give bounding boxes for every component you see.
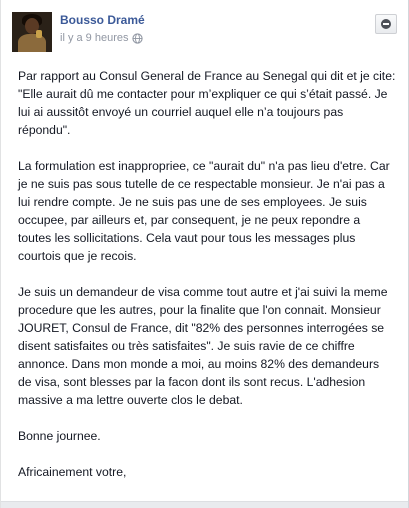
post-paragraph: Je suis un demandeur de visa comme tout autre et j'ai suivi la meme procedure que les autres, pour la finalite que l'on connait. Monsieur JOURET, Consul de France, dit "82% des personnes interrogées se disent satisfaites ou très satisfaites". Je suis ravie de ce chiffre annonce. Dans mon monde a moi, au moins 82% des demandeurs de visa, sont blesses par la facon dont ils sont recus. L'adhesion massive a ma lettre ouverte clos le debat. (18, 285, 388, 407)
post-timestamp[interactable]: il y a 9 heures (60, 32, 129, 44)
globe-icon[interactable] (132, 33, 143, 44)
post-paragraph: Bonne journee. (18, 429, 101, 443)
author-name[interactable]: Bousso Dramé (60, 13, 145, 27)
author-avatar[interactable] (12, 12, 52, 52)
minus-circle-icon (381, 19, 391, 29)
post-paragraph: Par rapport au Consul General de France au Senegal qui dit et je cite: "Elle aurait dû me contacter pour m’expliquer ce qui s’était passé. Je lui ai aussitôt envoyé un courriel auquel elle n’a toujours pas répondu". (18, 69, 396, 137)
post-footer-divider (1, 501, 408, 508)
post-paragraph: Africainement votre, (18, 465, 127, 479)
post-body (18, 67, 396, 499)
post-options-button[interactable] (375, 14, 397, 34)
post-meta (60, 32, 143, 44)
post-header (12, 12, 397, 52)
post-paragraph: La formulation est inappropriee, ce "aurait du" n'a pas lieu d'etre. Car je ne suis pas sous tutelle de ce respectable monsieur. Je n'ai pas a lui rendre compte. Je ne suis pas une de ses employees. Je suis occupee, par ailleurs et, par consequent, je ne peux repondre a toutes les sollicitations. Cela vaut pour tous les messages plus courtois que je recois. (18, 159, 390, 263)
